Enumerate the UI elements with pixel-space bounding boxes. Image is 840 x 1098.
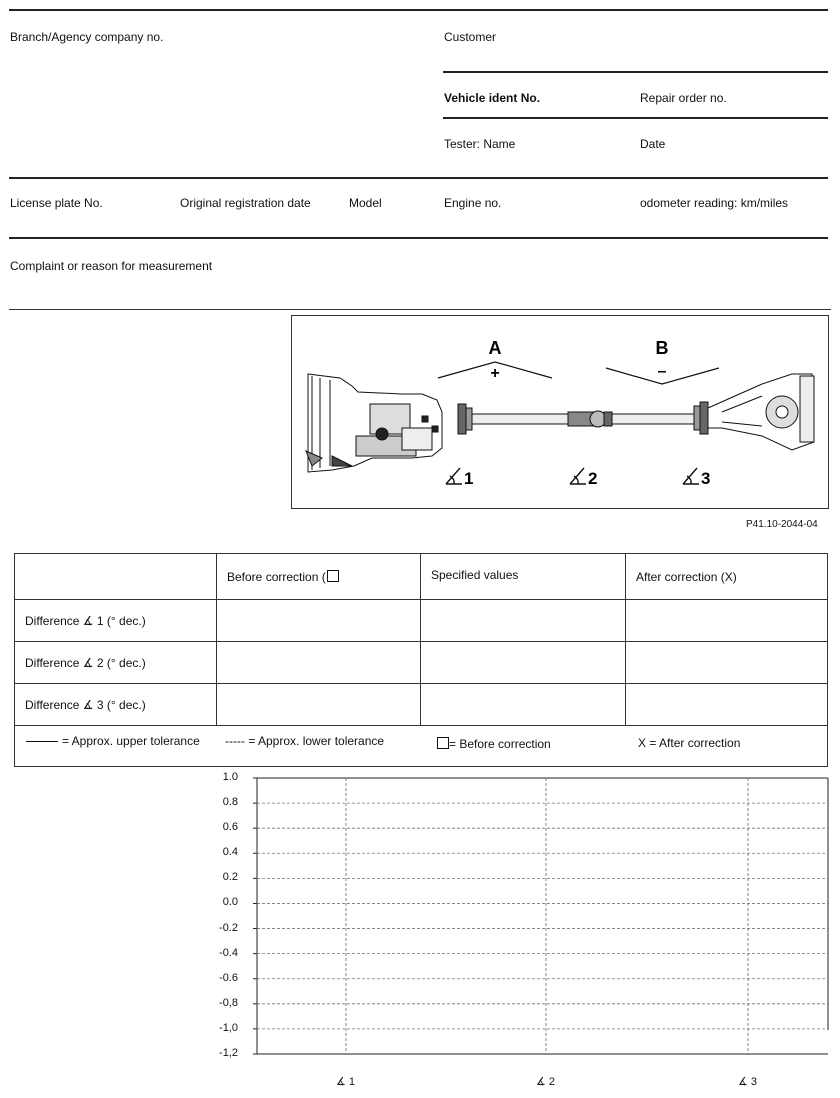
angle-2-icon (570, 468, 586, 484)
driveshaft-illustration (292, 316, 828, 508)
header-empty-cell (15, 554, 217, 600)
header-specified: Specified values (421, 554, 626, 600)
angle-1-icon (446, 468, 462, 484)
rear-axle-icon (708, 374, 814, 450)
table-row (15, 600, 828, 642)
reg-date-label: Original registration date (180, 196, 311, 210)
figure-caption: P41.10-2044-04 (746, 519, 818, 530)
engine-label: Engine no. (444, 196, 502, 210)
solid-line-icon (26, 741, 58, 742)
label-b: B (655, 338, 669, 358)
y-tick-label: -1,0 (219, 1021, 238, 1034)
legend-before (436, 737, 551, 751)
y-tick-label: -0.2 (219, 921, 238, 934)
before-cell[interactable] (217, 684, 421, 726)
y-tick-label: -0.4 (219, 946, 238, 959)
joint-1-icon (458, 404, 472, 434)
y-tick-label: -1,2 (219, 1047, 238, 1059)
y-tick-label: 0.6 (222, 821, 238, 834)
rear-shaft (612, 414, 694, 424)
repair-order-label: Repair order no. (640, 91, 727, 105)
before-cell[interactable] (217, 642, 421, 684)
branch-label: Branch/Agency company no. (10, 30, 164, 44)
sign-b: – (657, 363, 667, 380)
complaint-label: Complaint or reason for measurement (10, 259, 213, 273)
x-tick-label: ∡ 2 (536, 1076, 556, 1088)
dashed-line-icon: ----- (225, 734, 245, 748)
rule (9, 309, 831, 310)
table-header-row (15, 554, 828, 600)
joint-2-icon (568, 411, 612, 427)
model-label: Model (349, 196, 382, 210)
y-tick-label: 1.0 (222, 771, 238, 783)
license-label: License plate No. (10, 196, 103, 210)
legend-lower-text: = Approx. lower tolerance (248, 734, 385, 748)
tester-label: Tester: Name (444, 137, 516, 151)
odometer-label: odometer reading: km/miles (640, 196, 789, 210)
angle-3-label: 3 (701, 469, 711, 488)
legend-upper-text: = Approx. upper tolerance (62, 734, 200, 748)
angle-3-icon (683, 468, 699, 484)
row-label: Difference ∡ 2 (° dec.) (15, 642, 217, 684)
joint-3-icon (694, 402, 708, 434)
rule (443, 117, 828, 119)
date-label: Date (640, 137, 666, 151)
legend-upper (26, 734, 200, 748)
row-label: Difference ∡ 1 (° dec.) (15, 600, 217, 642)
legend-lower (225, 734, 384, 748)
checkbox-icon (327, 570, 339, 582)
front-shaft (472, 414, 568, 424)
after-cell[interactable] (626, 600, 828, 642)
y-tick-label: 0.2 (222, 871, 238, 884)
customer-label: Customer (444, 30, 497, 44)
specified-cell[interactable] (421, 684, 626, 726)
sign-a: + (490, 365, 500, 382)
after-cell[interactable] (626, 642, 828, 684)
x-tick-label: ∡ 1 (336, 1076, 356, 1088)
label-a: A (488, 338, 502, 358)
driveshaft-figure (291, 315, 829, 509)
y-tick-label: 0.0 (222, 896, 238, 909)
after-cell[interactable] (626, 684, 828, 726)
rule (9, 237, 828, 239)
y-tick-label: 0.4 (222, 846, 238, 859)
specified-cell[interactable] (421, 600, 626, 642)
y-tick-label: -0.6 (219, 971, 238, 984)
table-row (15, 684, 828, 726)
checkbox-icon (437, 737, 449, 749)
before-label: Before correction ( (227, 569, 326, 584)
rule (443, 71, 828, 73)
measurement-table (14, 553, 828, 726)
legend-before-text: = Before correction (449, 737, 551, 751)
y-tick-label: 0.8 (222, 796, 238, 809)
header-after: After correction (X) (626, 554, 828, 600)
legend-after: X = After correction (638, 736, 741, 750)
legend (14, 725, 828, 767)
x-tick-label: ∡ 3 (738, 1076, 758, 1088)
top-rule (9, 9, 828, 11)
table-row (15, 642, 828, 684)
specified-cell[interactable] (421, 642, 626, 684)
angle-2-label: 2 (588, 469, 598, 488)
before-cell[interactable] (217, 600, 421, 642)
rule (9, 177, 828, 179)
transmission-icon (306, 374, 442, 472)
header-before (217, 554, 421, 600)
vin-label: Vehicle ident No. (444, 91, 541, 105)
y-tick-label: -0,8 (219, 996, 238, 1009)
row-label: Difference ∡ 3 (° dec.) (15, 684, 217, 726)
angle-1-label: 1 (464, 469, 474, 488)
